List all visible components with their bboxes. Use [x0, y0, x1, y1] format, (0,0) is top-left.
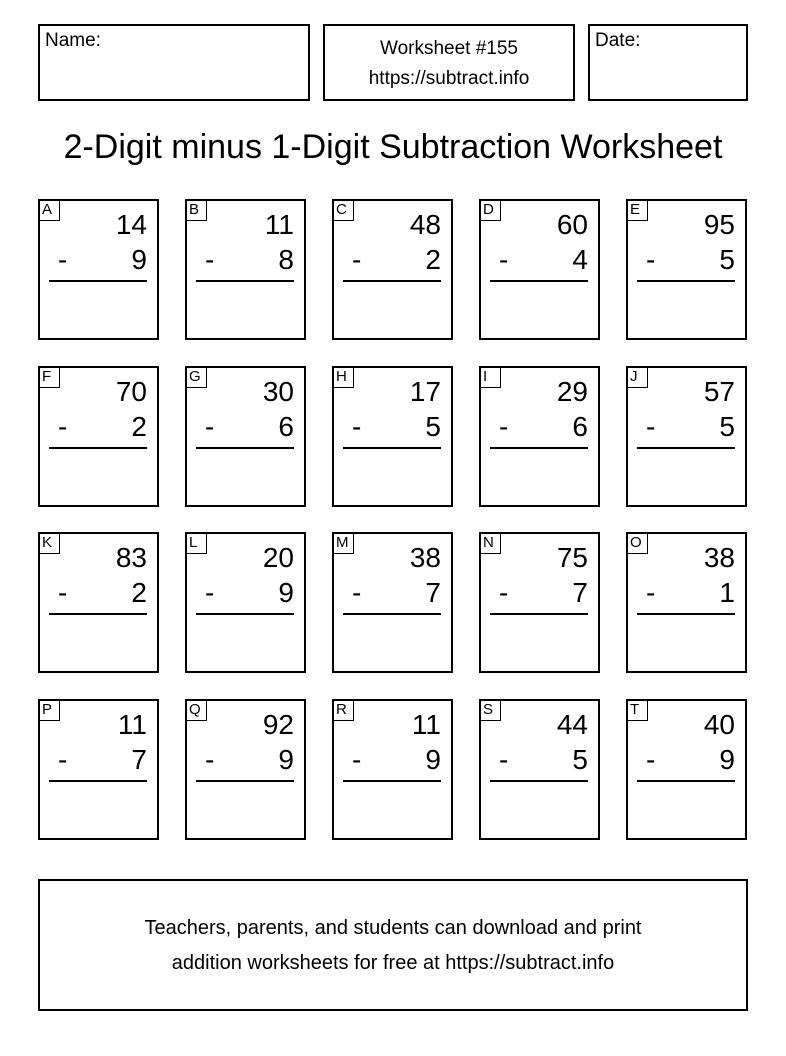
problem-label: A: [38, 199, 60, 221]
minus-sign: -: [352, 244, 362, 275]
page-title: 2-Digit minus 1-Digit Subtraction Worksheet: [63, 128, 723, 166]
minus-sign: -: [646, 411, 656, 442]
worksheet-info-box: [323, 24, 575, 101]
problem-label: M: [332, 532, 354, 554]
minus-sign: -: [646, 244, 656, 275]
problem-box[interactable]: [626, 366, 747, 507]
footer-line-1: Teachers, parents, and students can download and print: [144, 917, 642, 939]
minuend: 29: [556, 376, 588, 407]
answer-line: [196, 780, 294, 782]
minus-sign: -: [58, 577, 68, 608]
problem-box[interactable]: [332, 199, 453, 340]
answer-line: [49, 280, 147, 282]
answer-line: [637, 780, 735, 782]
problem-box[interactable]: [479, 532, 600, 673]
problem-label: I: [479, 366, 501, 388]
minuend: 14: [115, 209, 147, 240]
problem-box[interactable]: [332, 366, 453, 507]
minus-sign: -: [352, 577, 362, 608]
problem-box[interactable]: [626, 199, 747, 340]
problem-box[interactable]: [38, 366, 159, 507]
problem-label: H: [332, 366, 354, 388]
subtrahend: 6: [278, 411, 294, 442]
answer-line: [196, 280, 294, 282]
subtrahend: 7: [572, 577, 588, 608]
minuend: 75: [556, 542, 588, 573]
problem-box[interactable]: [38, 699, 159, 840]
answer-line: [196, 447, 294, 449]
problem-label: C: [332, 199, 354, 221]
subtrahend: 1: [719, 577, 735, 608]
minuend: 60: [556, 209, 588, 240]
problem-label: B: [185, 199, 207, 221]
minuend: 95: [703, 209, 735, 240]
answer-line: [490, 613, 588, 615]
subtrahend: 9: [425, 744, 441, 775]
problem-box[interactable]: [626, 532, 747, 673]
minus-sign: -: [499, 244, 509, 275]
minuend: 40: [703, 709, 735, 740]
answer-line: [49, 780, 147, 782]
problem-box[interactable]: [479, 366, 600, 507]
subtrahend: 2: [131, 411, 147, 442]
worksheet-number: Worksheet #155: [379, 38, 518, 59]
problem-box[interactable]: [185, 199, 306, 340]
minus-sign: -: [499, 744, 509, 775]
problem-label: F: [38, 366, 60, 388]
minus-sign: -: [352, 744, 362, 775]
subtrahend: 9: [131, 244, 147, 275]
problem-label: J: [626, 366, 648, 388]
minus-sign: -: [646, 744, 656, 775]
minuend: 57: [703, 376, 735, 407]
subtrahend: 5: [719, 411, 735, 442]
problem-label: O: [626, 532, 648, 554]
subtrahend: 2: [425, 244, 441, 275]
problem-label: G: [185, 366, 207, 388]
minus-sign: -: [205, 744, 215, 775]
minus-sign: -: [205, 244, 215, 275]
minus-sign: -: [58, 744, 68, 775]
subtrahend: 9: [278, 744, 294, 775]
date-box[interactable]: [588, 24, 748, 101]
problem-label: K: [38, 532, 60, 554]
minuend: 38: [409, 542, 441, 573]
name-label: Name:: [45, 30, 101, 51]
problem-label: D: [479, 199, 501, 221]
problem-label: S: [479, 699, 501, 721]
minuend: 70: [115, 376, 147, 407]
answer-line: [49, 447, 147, 449]
minuend: 17: [409, 376, 441, 407]
minuend: 44: [556, 709, 588, 740]
problem-box[interactable]: [626, 699, 747, 840]
footer-line-2: addition worksheets for free at https://subtract.info: [171, 952, 615, 974]
worksheet-url: https://subtract.info: [368, 68, 530, 89]
problem-label: R: [332, 699, 354, 721]
minus-sign: -: [58, 244, 68, 275]
minuend: 11: [117, 709, 147, 740]
footer-box: [38, 879, 748, 1011]
answer-line: [490, 780, 588, 782]
minuend: 83: [115, 542, 147, 573]
subtrahend: 7: [131, 744, 147, 775]
subtrahend: 5: [719, 244, 735, 275]
subtrahend: 4: [572, 244, 588, 275]
answer-line: [343, 447, 441, 449]
date-label: Date:: [595, 30, 641, 51]
problem-box[interactable]: [479, 699, 600, 840]
problem-label: P: [38, 699, 60, 721]
minuend: 11: [411, 709, 441, 740]
minuend: 92: [262, 709, 294, 740]
minuend: 20: [262, 542, 294, 573]
problem-label: L: [185, 532, 207, 554]
problem-label: N: [479, 532, 501, 554]
problem-box[interactable]: [185, 366, 306, 507]
minus-sign: -: [205, 411, 215, 442]
minuend: 48: [409, 209, 441, 240]
minus-sign: -: [499, 411, 509, 442]
answer-line: [490, 280, 588, 282]
problem-box[interactable]: [479, 199, 600, 340]
minuend: 30: [262, 376, 294, 407]
minuend: 38: [703, 542, 735, 573]
problem-box[interactable]: [185, 699, 306, 840]
problem-box[interactable]: [332, 532, 453, 673]
subtrahend: 9: [719, 744, 735, 775]
subtrahend: 5: [572, 744, 588, 775]
name-box[interactable]: [38, 24, 310, 101]
problem-box[interactable]: [38, 532, 159, 673]
answer-line: [490, 447, 588, 449]
minuend: 11: [264, 209, 294, 240]
minus-sign: -: [499, 577, 509, 608]
problem-label: Q: [185, 699, 207, 721]
problem-label: E: [626, 199, 648, 221]
subtrahend: 7: [425, 577, 441, 608]
answer-line: [196, 613, 294, 615]
subtrahend: 6: [572, 411, 588, 442]
answer-line: [343, 613, 441, 615]
subtrahend: 9: [278, 577, 294, 608]
problem-label: T: [626, 699, 648, 721]
problem-box[interactable]: [332, 699, 453, 840]
minus-sign: -: [205, 577, 215, 608]
answer-line: [343, 280, 441, 282]
problem-box[interactable]: [38, 199, 159, 340]
subtrahend: 2: [131, 577, 147, 608]
subtrahend: 8: [278, 244, 294, 275]
subtrahend: 5: [425, 411, 441, 442]
minus-sign: -: [646, 577, 656, 608]
problem-box[interactable]: [185, 532, 306, 673]
minus-sign: -: [352, 411, 362, 442]
minus-sign: -: [58, 411, 68, 442]
answer-line: [343, 780, 441, 782]
answer-line: [637, 280, 735, 282]
answer-line: [637, 613, 735, 615]
answer-line: [49, 613, 147, 615]
answer-line: [637, 447, 735, 449]
